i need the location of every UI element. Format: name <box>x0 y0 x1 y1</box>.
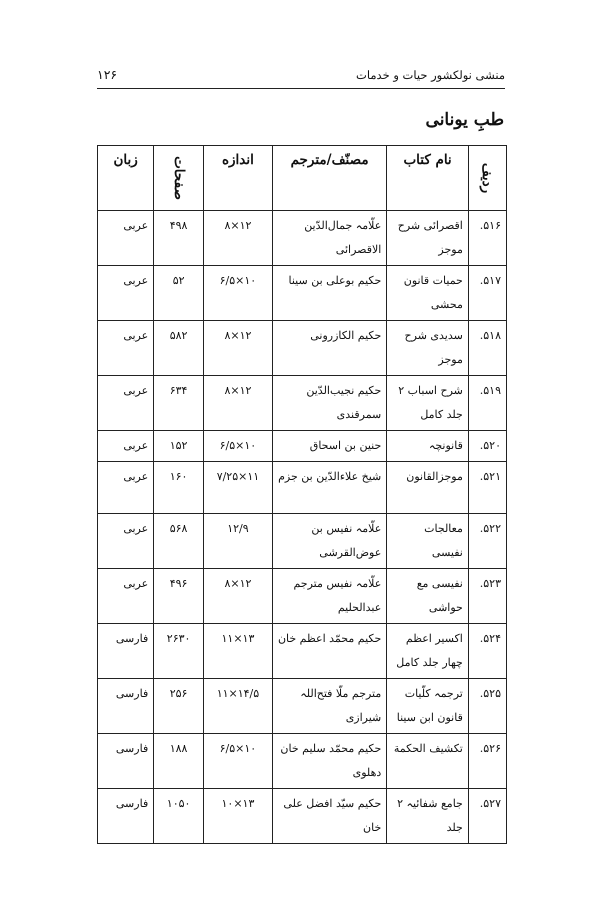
book-size: ۱۲/۹ <box>227 522 249 535</box>
book-author: علّامہ جمال‌الدّین الاقصرائی <box>304 219 382 256</box>
book-author: حکیم بوعلی بن سینا <box>288 274 382 287</box>
table-row <box>98 789 507 844</box>
table-row <box>98 569 507 624</box>
row-number: ۵۲۵. <box>479 687 501 700</box>
table-row <box>98 431 507 462</box>
book-title: معالجات نفیسی <box>424 522 463 559</box>
table-row <box>98 624 507 679</box>
books-table <box>97 145 507 844</box>
table-row <box>98 321 507 376</box>
table-row <box>98 734 507 789</box>
book-pages: ۱۶۰ <box>169 470 188 483</box>
book-author: حکیم سیّد افضل علی خان <box>283 797 382 834</box>
column-header-title: نام کتاب <box>387 146 469 211</box>
book-author: حکیم محمّد اعظم خان <box>277 632 382 645</box>
book-size: ۱۳×۱۱ <box>221 632 255 645</box>
book-language: عربی <box>123 274 149 287</box>
column-header-pages: صفحات <box>154 146 204 211</box>
book-author: حکیم محمّد سلیم خان دهلوی <box>280 742 382 779</box>
row-number: ۵۱۹. <box>479 384 501 397</box>
row-number: ۵۲۰. <box>479 439 501 452</box>
table-row <box>98 514 507 569</box>
book-title: اکسیر اعظم چهار جلد کامل <box>396 632 463 669</box>
book-size: ۱۴/۵×۱۱ <box>216 687 260 700</box>
row-number: ۵۲۳. <box>479 577 501 590</box>
book-language: فارسی <box>115 632 149 645</box>
book-pages: ۲۵۶ <box>169 687 188 700</box>
book-language: عربی <box>123 470 149 483</box>
book-author: حکیم الکازرونی <box>310 329 382 342</box>
book-language: عربی <box>123 219 149 232</box>
book-language: عربی <box>123 522 149 535</box>
row-number: ۵۲۲. <box>479 522 501 535</box>
row-number: ۵۱۸. <box>479 329 501 342</box>
row-number: ۵۱۶. <box>479 219 501 232</box>
book-title: سدیدی شرح موجز <box>404 329 463 366</box>
book-language: فارسی <box>115 742 149 755</box>
table-row <box>98 376 507 431</box>
book-author: حنین بن اسحاق <box>309 439 382 452</box>
book-language: عربی <box>123 329 149 342</box>
book-author: علّامہ نفیس مترجم عبدالحلیم <box>293 577 382 614</box>
book-title: تکشیف الحکمة <box>393 742 463 755</box>
row-number: ۵۲۷. <box>479 797 501 810</box>
book-title: موجزالقانون <box>406 470 463 483</box>
book-language: عربی <box>123 439 149 452</box>
row-number: ۵۱۷. <box>479 274 501 287</box>
running-title: منشی نولکشور حیات و خدمات <box>356 68 505 82</box>
book-pages: ۵۶۸ <box>169 522 188 535</box>
book-size: ۱۳×۱۰ <box>221 797 255 810</box>
book-pages: ۱۰۵۰ <box>166 797 191 810</box>
book-size: ۱۰×۶/۵ <box>219 742 257 755</box>
table-row <box>98 679 507 734</box>
section-title: طبِ یونانی <box>425 110 504 130</box>
book-pages: ۱۸۸ <box>169 742 188 755</box>
book-author: علّامہ نفیس بن عوض‌القرشی <box>311 522 382 559</box>
book-pages: ۲۶۳۰ <box>166 632 191 645</box>
book-author: حکیم نجیب‌الدّین سمرقندی <box>306 384 382 421</box>
book-pages: ۵۲ <box>172 274 185 287</box>
row-number: ۵۲۱. <box>479 470 501 483</box>
book-size: ۱۲×۸ <box>224 577 252 590</box>
book-size: ۱۰×۶/۵ <box>219 274 257 287</box>
book-title: اقصرائی شرح موجز <box>397 219 463 256</box>
book-language: عربی <box>123 577 149 590</box>
book-pages: ۴۹۸ <box>169 219 188 232</box>
book-size: ۱۲×۸ <box>224 329 252 342</box>
running-header <box>97 64 505 89</box>
column-header-size: اندازه <box>204 146 273 211</box>
book-size: ۱۲×۸ <box>224 384 252 397</box>
book-title: حمیات قانون محشی <box>403 274 463 311</box>
book-title: نفیسی مع حواشی <box>416 577 463 614</box>
book-pages: ۵۸۲ <box>169 329 188 342</box>
table-row <box>98 266 507 321</box>
book-size: ۱۲×۸ <box>224 219 252 232</box>
book-author: شیخ علاءالدّین بن جزم <box>278 470 382 483</box>
book-language: فارسی <box>115 797 149 810</box>
book-pages: ۴۹۶ <box>169 577 188 590</box>
book-author: مترجم ملّا فتح‌اللہ شیرازی <box>300 687 382 724</box>
book-title: ترجمہ کلّیات قانون ابن سینا <box>396 687 463 724</box>
row-number: ۵۲۶. <box>479 742 501 755</box>
book-language: فارسی <box>115 687 149 700</box>
book-pages: ۱۵۲ <box>169 439 188 452</box>
table-row <box>98 211 507 266</box>
book-title: جامع شفائیہ ۲ جلد <box>397 797 463 834</box>
column-header-language: زبان <box>98 146 154 211</box>
book-title: شرح اسباب ۲ جلد کامل <box>398 384 463 421</box>
page-number: ۱۲۶ <box>97 67 118 82</box>
book-language: عربی <box>123 384 149 397</box>
column-header-radif: ردیف <box>468 146 506 211</box>
column-header-author: مصنّف/مترجم <box>272 146 386 211</box>
table-row <box>98 462 507 514</box>
book-title: قانونچہ <box>428 439 463 452</box>
table-header-row <box>98 146 507 211</box>
book-size: ۱۱×۷/۲۵ <box>216 470 260 483</box>
book-size: ۱۰×۶/۵ <box>219 439 257 452</box>
row-number: ۵۲۴. <box>479 632 501 645</box>
book-pages: ۶۳۴ <box>169 384 188 397</box>
